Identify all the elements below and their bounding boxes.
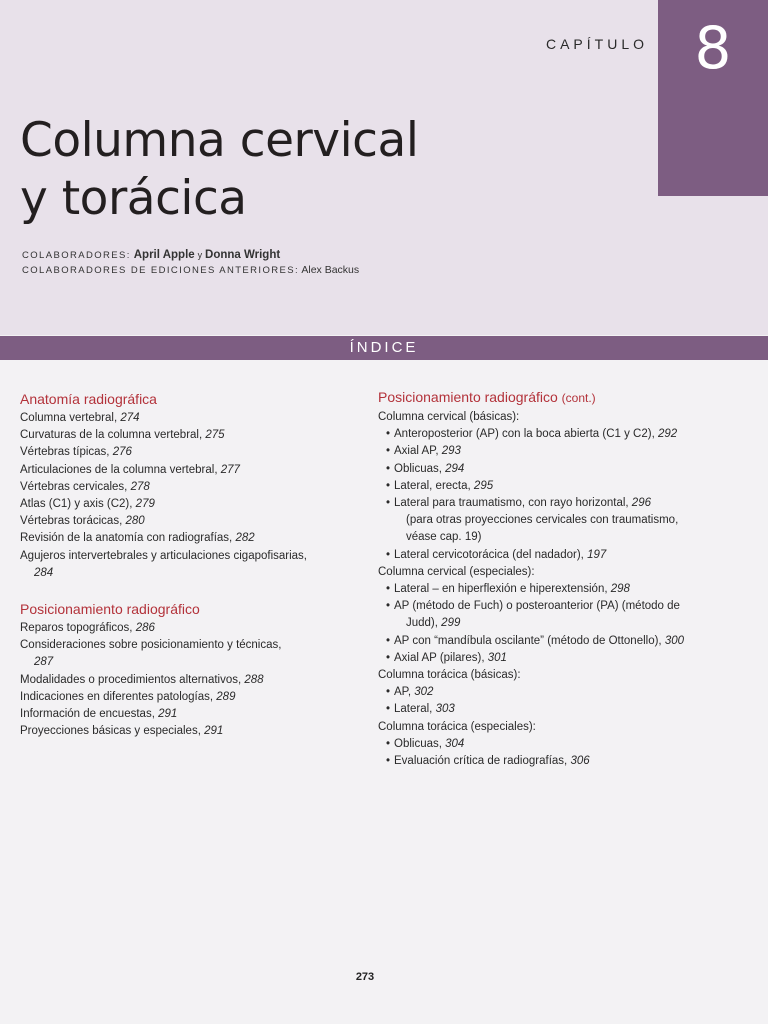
page-ref: 296 xyxy=(631,497,651,510)
section-title-positioning-cont: Posicionamiento radiográfico (cont.) xyxy=(378,389,596,405)
chapter-label: CAPÍTULO xyxy=(545,36,648,52)
previous-collaborator-name: Alex Backus xyxy=(301,264,360,276)
toc-entry[interactable]: • Anteroposterior (AP) con la boca abierta (C1 y C2), 292 xyxy=(386,426,718,443)
toc-entry[interactable]: Vértebras típicas, 276 xyxy=(20,446,132,459)
page-ref: 280 xyxy=(125,515,145,528)
index-bar xyxy=(0,336,768,360)
toc-entry[interactable]: • Axial AP, 293 xyxy=(386,443,718,460)
bullet-icon: • xyxy=(386,686,391,699)
toc-entry[interactable]: Consideraciones sobre posicionamiento y técnicas, 287 xyxy=(20,639,282,669)
collaborators-line xyxy=(22,248,359,263)
page-ref: 277 xyxy=(220,463,240,476)
page-ref: 292 xyxy=(658,428,678,441)
page-ref: 306 xyxy=(570,755,590,768)
toc-entry[interactable]: Vértebras torácicas, 280 xyxy=(20,515,145,528)
toc-entry[interactable]: • AP (método de Fuch) o posteroanterior (PA) (método de Judd), 299 xyxy=(386,600,680,630)
collaborators xyxy=(22,248,359,278)
toc-entry[interactable]: Indicaciones en diferentes patologías, 289 xyxy=(20,690,236,703)
page-ref: 293 xyxy=(441,445,461,458)
collaborators-and: y xyxy=(197,250,203,260)
page-ref: 282 xyxy=(235,532,255,545)
toc-entry[interactable]: • Lateral, erecta, 295 xyxy=(386,478,718,495)
toc-entry[interactable]: Agujeros intervertebrales y articulaciones cigapofisarias, 284 xyxy=(20,549,308,579)
previous-collaborators-line xyxy=(22,263,359,278)
collaborator-name-2: Donna Wright xyxy=(205,249,281,261)
page-ref: 300 xyxy=(664,634,685,647)
page-ref: 303 xyxy=(435,703,455,716)
index-title: ÍNDICE xyxy=(349,339,419,356)
page-ref: 302 xyxy=(414,686,434,699)
page-ref: 301 xyxy=(487,651,507,664)
toc-entry[interactable]: Articulaciones de la columna vertebral, 277 xyxy=(20,463,240,476)
bullet-icon: • xyxy=(386,428,391,441)
bullet-icon: • xyxy=(386,634,391,647)
toc-entry[interactable]: Reparos topográficos, 286 xyxy=(20,622,155,635)
group-heading: Columna cervical (básicas): xyxy=(378,411,520,423)
page-ref: 276 xyxy=(112,446,132,459)
page-ref: 274 xyxy=(120,412,140,424)
page-ref: 279 xyxy=(135,498,155,511)
group-heading: Columna cervical (especiales): xyxy=(378,565,535,578)
bullet-icon: • xyxy=(386,445,391,458)
continued-label: (cont.) xyxy=(561,391,596,405)
toc-entry[interactable]: • Axial AP (pilares), 301 xyxy=(386,650,718,667)
page-ref: 286 xyxy=(135,622,155,635)
bullet-icon: • xyxy=(386,755,391,768)
collaborators-label: COLABORADORES: xyxy=(22,250,131,261)
collaborator-name-1: April Apple xyxy=(133,249,195,261)
bullet-icon: • xyxy=(386,462,391,475)
previous-collaborators-label: COLABORADORES DE EDICIONES ANTERIORES: xyxy=(22,265,300,276)
page-ref: 299 xyxy=(441,617,461,630)
page-ref: 289 xyxy=(216,690,236,703)
page-ref: 295 xyxy=(473,479,494,492)
page-ref: 288 xyxy=(244,673,264,686)
chapter-title xyxy=(20,112,418,228)
toc-entry[interactable]: Proyecciones básicas y especiales, 291 xyxy=(20,725,224,738)
toc-entry[interactable]: • AP con “mandíbula oscilante” (método de Ottonello), 300 xyxy=(386,633,718,650)
section-title-anatomy: Anatomía radiográfica xyxy=(20,391,157,407)
toc-entry[interactable]: • Lateral, 303 xyxy=(386,701,718,718)
index-right-column xyxy=(378,388,718,770)
chapter-title-line-1: Columna cervical xyxy=(20,113,419,168)
toc-entry[interactable]: • Lateral – en hiperflexión e hiperextensión, 298 xyxy=(386,581,718,598)
group-heading: Columna torácica (especiales): xyxy=(378,720,536,733)
page-ref: 298 xyxy=(610,583,630,596)
chapter-number: 8 xyxy=(694,14,732,82)
page-ref: 275 xyxy=(205,429,225,442)
toc-entry-note: véase cap. 19) xyxy=(406,531,482,544)
page-ref: 304 xyxy=(445,737,465,750)
toc-entry[interactable]: Columna vertebral, 274 xyxy=(20,412,140,424)
page-ref: 287 xyxy=(34,656,54,669)
page-ref: 291 xyxy=(204,725,224,738)
bullet-icon: • xyxy=(386,479,391,492)
bullet-icon: • xyxy=(386,651,391,664)
toc-entry[interactable]: • Oblicuas, 294 xyxy=(386,461,718,478)
bullet-icon: • xyxy=(386,737,391,750)
index-left-column xyxy=(20,390,350,740)
toc-entry[interactable]: • Lateral para traumatismo, con rayo horizontal, 296 (para otras proyecciones cervicales con traumatismo, véase cap. 19) xyxy=(386,495,718,547)
toc-entry[interactable]: Información de encuestas, 291 xyxy=(20,708,178,721)
bullet-icon: • xyxy=(386,703,391,716)
toc-entry[interactable]: Revisión de la anatomía con radiografías, 282 xyxy=(20,532,255,545)
bullet-icon: • xyxy=(386,583,391,596)
toc-entry[interactable]: • Evaluación crítica de radiografías, 306 xyxy=(386,753,718,770)
group-heading: Columna torácica (básicas): xyxy=(378,669,521,682)
page-ref: 197 xyxy=(587,548,607,561)
bullet-icon: • xyxy=(386,497,391,510)
toc-entry[interactable]: • Oblicuas, 304 xyxy=(386,736,718,753)
toc-entry[interactable]: Curvaturas de la columna vertebral, 275 xyxy=(20,429,225,442)
toc-entry[interactable]: • Lateral cervicotorácica (del nadador), 197 xyxy=(386,547,718,564)
bullet-icon: • xyxy=(386,548,391,561)
page-number: 273 xyxy=(355,971,375,983)
chapter-number-box xyxy=(658,0,768,196)
bullet-icon: • xyxy=(386,600,391,613)
toc-entry-note: (para otras proyecciones cervicales con traumatismo, xyxy=(406,514,679,527)
page-ref: 294 xyxy=(445,462,465,475)
toc-entry[interactable]: Atlas (C1) y axis (C2), 279 xyxy=(20,498,155,511)
toc-entry[interactable]: Vértebras cervicales, 278 xyxy=(20,480,150,493)
toc-entry[interactable]: • AP, 302 xyxy=(386,684,718,701)
page-ref: 278 xyxy=(130,480,150,493)
chapter-title-line-2: y torácica xyxy=(20,171,247,226)
page-ref: 291 xyxy=(158,708,178,721)
section-title-positioning: Posicionamiento radiográfico xyxy=(20,601,200,618)
page-ref: 284 xyxy=(34,566,54,579)
toc-entry[interactable]: Modalidades o procedimientos alternativos, 288 xyxy=(20,673,264,686)
